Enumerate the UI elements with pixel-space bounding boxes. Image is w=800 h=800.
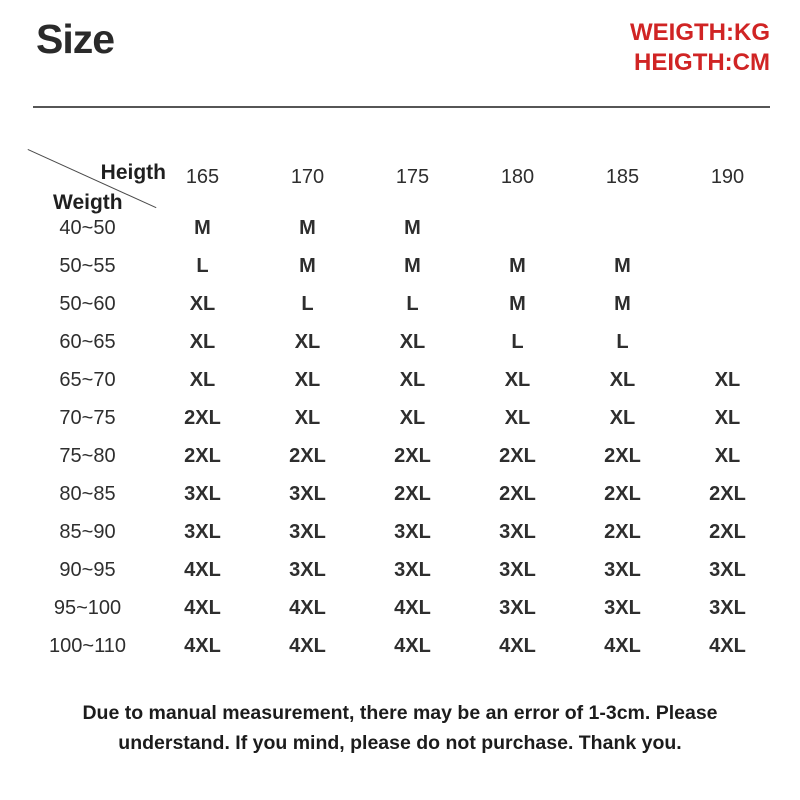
size-cell: XL — [189, 330, 216, 353]
size-cell: 3XL — [499, 596, 536, 619]
size-cell: XL — [189, 368, 216, 391]
size-cell: XL — [714, 444, 741, 467]
size-cell: 3XL — [499, 520, 536, 543]
row-label: 90~95 — [59, 558, 116, 581]
row-label: 85~90 — [59, 520, 116, 543]
table-row — [25, 247, 785, 285]
size-cell: 2XL — [604, 482, 641, 505]
table-row — [25, 551, 785, 589]
size-cell: XL — [714, 368, 741, 391]
size-cell: L — [511, 330, 524, 353]
table-row — [25, 399, 785, 437]
size-cell: 2XL — [499, 444, 536, 467]
size-table-body — [25, 209, 785, 665]
size-cell: 4XL — [289, 634, 326, 657]
page-title: Size — [36, 16, 115, 62]
size-cell: 3XL — [709, 596, 746, 619]
size-cell: M — [194, 216, 211, 239]
size-cell: XL — [399, 406, 426, 429]
size-cell: 3XL — [289, 482, 326, 505]
table-row — [25, 361, 785, 399]
column-header: 170 — [290, 165, 325, 188]
size-cell: XL — [399, 368, 426, 391]
size-cell: L — [301, 292, 314, 315]
size-cell: 4XL — [394, 596, 431, 619]
size-cell: M — [299, 254, 316, 277]
size-cell: 3XL — [499, 558, 536, 581]
size-cell: 3XL — [394, 520, 431, 543]
size-cell: M — [614, 254, 631, 277]
row-label: 70~75 — [59, 406, 116, 429]
size-cell: 3XL — [184, 482, 221, 505]
table-row — [25, 323, 785, 361]
size-cell: 3XL — [394, 558, 431, 581]
size-cell: 2XL — [289, 444, 326, 467]
table-corner-cell — [25, 145, 166, 214]
size-cell: 3XL — [604, 596, 641, 619]
size-cell: 2XL — [184, 406, 221, 429]
table-row — [25, 209, 785, 247]
row-label: 75~80 — [59, 444, 116, 467]
size-cell: 2XL — [709, 520, 746, 543]
size-cell: M — [404, 216, 421, 239]
size-cell: 4XL — [499, 634, 536, 657]
size-cell: 2XL — [184, 444, 221, 467]
table-row — [25, 475, 785, 513]
row-label: 40~50 — [59, 216, 116, 239]
size-cell: 2XL — [499, 482, 536, 505]
row-label: 65~70 — [59, 368, 116, 391]
table-row — [25, 437, 785, 475]
row-label: 50~55 — [59, 254, 116, 277]
size-cell: L — [196, 254, 209, 277]
column-header: 175 — [395, 165, 430, 188]
size-cell: 2XL — [604, 520, 641, 543]
header-divider — [33, 106, 770, 108]
size-cell: XL — [294, 406, 321, 429]
size-cell: M — [404, 254, 421, 277]
size-cell: 4XL — [184, 596, 221, 619]
column-header: 185 — [605, 165, 640, 188]
size-cell: 2XL — [604, 444, 641, 467]
size-cell: 3XL — [289, 558, 326, 581]
size-cell: 3XL — [184, 520, 221, 543]
size-cell: 3XL — [709, 558, 746, 581]
table-row — [25, 589, 785, 627]
size-cell: XL — [189, 292, 216, 315]
size-cell: XL — [504, 368, 531, 391]
column-header: 165 — [185, 165, 220, 188]
size-table — [25, 145, 785, 665]
size-cell: L — [406, 292, 419, 315]
table-row — [25, 513, 785, 551]
column-header: 180 — [500, 165, 535, 188]
row-label: 50~60 — [59, 292, 116, 315]
size-cell: M — [614, 292, 631, 315]
size-cell: XL — [714, 406, 741, 429]
table-row — [25, 285, 785, 323]
row-label: 80~85 — [59, 482, 116, 505]
size-cell: 4XL — [709, 634, 746, 657]
row-label: 95~100 — [53, 596, 122, 619]
corner-weight-label: Weigth — [53, 191, 123, 214]
size-cell: 2XL — [394, 444, 431, 467]
footer-line-2: understand. If you mind, please do not purchase. Thank you. — [118, 732, 682, 754]
size-cell: XL — [294, 330, 321, 353]
size-cell: XL — [504, 406, 531, 429]
size-cell: XL — [399, 330, 426, 353]
size-cell: 4XL — [184, 558, 221, 581]
size-cell: 3XL — [604, 558, 641, 581]
table-row — [25, 627, 785, 665]
unit-note — [630, 18, 770, 78]
footer-note — [0, 698, 800, 758]
size-cell: L — [616, 330, 629, 353]
size-cell: 2XL — [394, 482, 431, 505]
row-label: 100~110 — [49, 634, 126, 657]
table-header-row — [25, 145, 785, 214]
size-cell: 4XL — [394, 634, 431, 657]
size-cell: 2XL — [709, 482, 746, 505]
footer-line-1: Due to manual measurement, there may be an error of 1-3cm. Please — [82, 702, 718, 724]
size-cell: M — [509, 292, 526, 315]
size-cell: XL — [609, 368, 636, 391]
size-cell: XL — [609, 406, 636, 429]
size-cell: XL — [294, 368, 321, 391]
row-label: 60~65 — [59, 330, 116, 353]
size-cell: 4XL — [184, 634, 221, 657]
size-cell: 4XL — [289, 596, 326, 619]
weight-unit-label: WEIGTH:KG — [630, 19, 770, 46]
size-cell: 4XL — [604, 634, 641, 657]
size-cell: M — [299, 216, 316, 239]
height-unit-label: HEIGTH:CM — [634, 49, 770, 76]
corner-height-label: Heigth — [100, 161, 166, 184]
column-header: 190 — [710, 165, 745, 188]
size-cell: 3XL — [289, 520, 326, 543]
size-cell: M — [509, 254, 526, 277]
